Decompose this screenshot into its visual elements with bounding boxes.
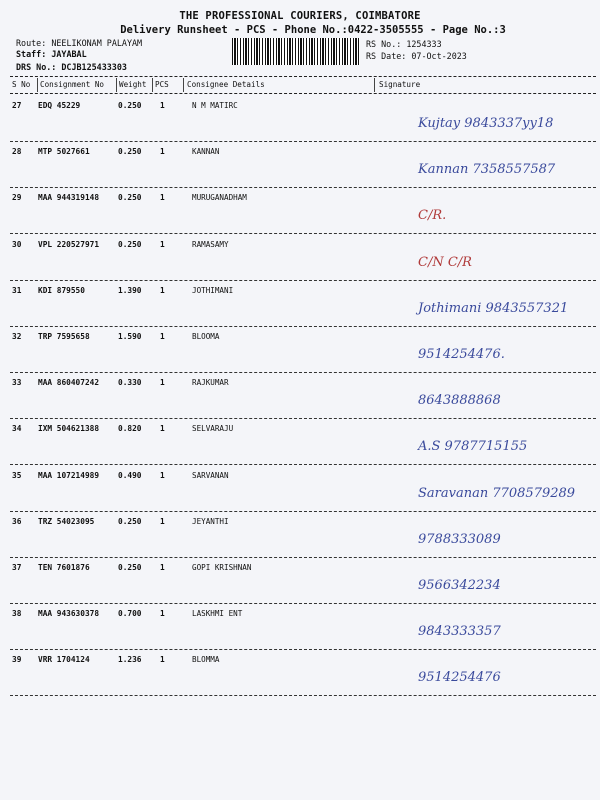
signature-handwriting xyxy=(378,653,598,695)
signature-handwriting xyxy=(378,238,598,280)
table-row xyxy=(0,97,600,143)
staff-line xyxy=(16,49,87,60)
weight-cell: 0.250 xyxy=(118,516,142,526)
row-divider xyxy=(10,557,596,558)
signature-handwriting xyxy=(378,607,598,649)
col-consignment: Consignment No xyxy=(40,80,105,89)
consignee-cell: LASKHMI ENT xyxy=(192,609,243,619)
barcode-image xyxy=(232,38,360,65)
sno-cell: 38 xyxy=(12,609,22,619)
sno-cell: 30 xyxy=(12,239,22,249)
table-row xyxy=(0,189,600,235)
signature-text: Kannan 7358557587 xyxy=(418,162,556,178)
route-value: NEELIKONAM PALAYAM xyxy=(51,38,143,48)
rs-no-line xyxy=(366,39,442,50)
row-divider xyxy=(10,695,596,696)
signature-text: C/N C/R xyxy=(418,254,472,270)
row-divider xyxy=(10,418,596,419)
weight-cell: 1.390 xyxy=(118,285,142,295)
signature-handwriting xyxy=(378,561,598,603)
signature-handwriting xyxy=(378,422,598,464)
col-sno: S No xyxy=(12,80,31,89)
consignment-cell: MTP 5027661 xyxy=(38,147,90,157)
consignment-cell: VRR 1704124 xyxy=(38,655,90,665)
consignee-cell: GOPI KRISHNAN xyxy=(192,563,252,572)
pcs-cell: 1 xyxy=(160,101,165,110)
pcs-cell: 1 xyxy=(160,332,165,341)
col-separator xyxy=(116,78,117,92)
sno-cell: 28 xyxy=(12,147,22,157)
signature-handwriting xyxy=(378,145,598,187)
weight-cell: 0.250 xyxy=(118,239,142,249)
consignment-cell: MAA 107214989 xyxy=(38,470,100,480)
runsheet-subtitle: Delivery Runsheet - PCS - Phone No.:0422-3505555 - Page No.:3 xyxy=(120,24,506,36)
sno-cell: 37 xyxy=(12,563,22,572)
sno-cell: 29 xyxy=(12,193,22,203)
weight-cell: 0.820 xyxy=(118,424,142,434)
weight-cell: 0.250 xyxy=(118,193,142,203)
col-separator xyxy=(37,78,38,92)
signature-text: 9514254476 xyxy=(418,670,501,686)
signature-text: Saravanan 7708579289 xyxy=(418,485,576,501)
pcs-cell: 1 xyxy=(160,563,165,572)
signature-handwriting xyxy=(378,284,598,326)
pcs-cell: 1 xyxy=(160,424,165,434)
row-divider xyxy=(10,280,596,281)
staff-value: JAYABAL xyxy=(51,49,87,59)
consignment-cell: MAA 944319148 xyxy=(38,193,100,203)
weight-cell: 0.490 xyxy=(118,470,142,480)
table-row xyxy=(0,513,600,559)
consignee-cell: JEYANTHI xyxy=(192,516,229,526)
consignee-cell: JOTHIMANI xyxy=(192,285,234,295)
consignee-cell: RAJKUMAR xyxy=(192,378,229,388)
table-row xyxy=(0,328,600,374)
pcs-cell: 1 xyxy=(160,193,165,203)
consignee-cell: RAMASAMY xyxy=(192,239,229,249)
signature-text: 9843333357 xyxy=(418,624,501,640)
sno-cell: 33 xyxy=(12,378,22,388)
col-separator xyxy=(374,78,375,92)
row-divider xyxy=(10,464,596,465)
consignee-cell: BLOOMA xyxy=(192,332,220,341)
route-line xyxy=(16,38,142,49)
consignment-cell: IXM 504621388 xyxy=(38,424,100,434)
row-divider xyxy=(10,187,596,188)
signature-text: Kujtay 9843337yy18 xyxy=(418,116,554,131)
signature-text: A.S 9787715155 xyxy=(418,439,528,455)
drs-line xyxy=(16,62,127,73)
table-row xyxy=(0,467,600,513)
sno-cell: 34 xyxy=(12,424,22,434)
consignee-cell: SELVARAJU xyxy=(192,424,234,434)
signature-handwriting xyxy=(378,515,598,557)
consignment-cell: EDQ 45229 xyxy=(38,101,81,110)
weight-cell: 0.700 xyxy=(118,609,142,619)
pcs-cell: 1 xyxy=(160,285,165,295)
consignment-cell: TRZ 54023095 xyxy=(38,516,95,526)
rs-no-value: 1254333 xyxy=(406,39,442,49)
drs-value: DCJB125433303 xyxy=(61,62,127,72)
row-divider xyxy=(10,141,596,142)
table-row xyxy=(0,374,600,420)
signature-handwriting xyxy=(378,469,598,511)
row-divider xyxy=(10,603,596,604)
consignee-cell: KANNAN xyxy=(192,147,220,157)
signature-text: 8643888868 xyxy=(418,393,501,409)
consignee-cell: N M MATIRC xyxy=(192,101,238,110)
pcs-cell: 1 xyxy=(160,378,165,388)
row-divider xyxy=(10,649,596,650)
consignment-cell: MAA 860407242 xyxy=(38,378,100,388)
weight-cell: 0.250 xyxy=(118,147,142,157)
pcs-cell: 1 xyxy=(160,655,165,665)
sno-cell: 36 xyxy=(12,516,22,526)
consignee-cell: BLOMMA xyxy=(192,655,220,665)
col-pcs: PCS xyxy=(155,80,169,89)
consignee-cell: SARVANAN xyxy=(192,470,229,480)
header-divider-bottom xyxy=(10,93,596,94)
row-divider xyxy=(10,233,596,234)
weight-cell: 1.236 xyxy=(118,655,142,665)
signature-text: Jothimani 9843557321 xyxy=(418,300,569,316)
consignment-cell: MAA 943630378 xyxy=(38,609,100,619)
pcs-cell: 1 xyxy=(160,516,165,526)
weight-cell: 0.330 xyxy=(118,378,142,388)
weight-cell: 0.250 xyxy=(118,101,142,110)
table-row xyxy=(0,605,600,651)
consignment-cell: VPL 220527971 xyxy=(38,239,100,249)
table-row xyxy=(0,420,600,466)
rs-date-line xyxy=(366,51,467,62)
sno-cell: 39 xyxy=(12,655,22,665)
signature-handwriting xyxy=(378,99,598,141)
table-row xyxy=(0,236,600,282)
company-title: THE PROFESSIONAL COURIERS, COIMBATORE xyxy=(179,10,421,22)
pcs-cell: 1 xyxy=(160,609,165,619)
weight-cell: 1.590 xyxy=(118,332,142,341)
pcs-cell: 1 xyxy=(160,147,165,157)
signature-text: 9788333089 xyxy=(418,531,501,547)
sno-cell: 31 xyxy=(12,285,22,295)
col-weight: Weight xyxy=(119,80,147,89)
table-row xyxy=(0,559,600,605)
col-separator xyxy=(152,78,153,92)
consignment-cell: KDI 879550 xyxy=(38,285,85,295)
rs-no-label: RS No.: xyxy=(366,39,402,49)
table-row xyxy=(0,651,600,697)
row-divider xyxy=(10,372,596,373)
signature-handwriting xyxy=(378,191,598,233)
signature-text: 9514254476. xyxy=(418,347,505,362)
signature-text: 9566342234 xyxy=(418,578,501,593)
consignment-cell: TEN 7601876 xyxy=(38,563,90,572)
drs-label: DRS No.: xyxy=(16,62,57,72)
rs-date-label: RS Date: xyxy=(366,51,407,61)
col-separator xyxy=(183,78,184,92)
col-consignee-details: Consignee Details xyxy=(187,80,265,89)
table-row xyxy=(0,143,600,189)
route-label: Route: xyxy=(16,38,47,48)
rs-date-value: 07-Oct-2023 xyxy=(411,51,467,61)
pcs-cell: 1 xyxy=(160,239,165,249)
signature-text: C/R. xyxy=(418,208,447,224)
consignee-cell: MURUGANADHAM xyxy=(192,193,247,203)
consignment-cell: TRP 7595658 xyxy=(38,332,90,341)
weight-cell: 0.250 xyxy=(118,563,142,572)
signature-handwriting xyxy=(378,330,598,372)
row-divider xyxy=(10,511,596,512)
col-signature: Signature xyxy=(379,80,421,89)
signature-handwriting xyxy=(378,376,598,418)
sno-cell: 27 xyxy=(12,101,22,110)
pcs-cell: 1 xyxy=(160,470,165,480)
table-row xyxy=(0,282,600,328)
sno-cell: 35 xyxy=(12,470,22,480)
row-divider xyxy=(10,326,596,327)
header-divider-top xyxy=(10,76,596,77)
staff-label: Staff: xyxy=(16,49,47,59)
sno-cell: 32 xyxy=(12,332,22,341)
